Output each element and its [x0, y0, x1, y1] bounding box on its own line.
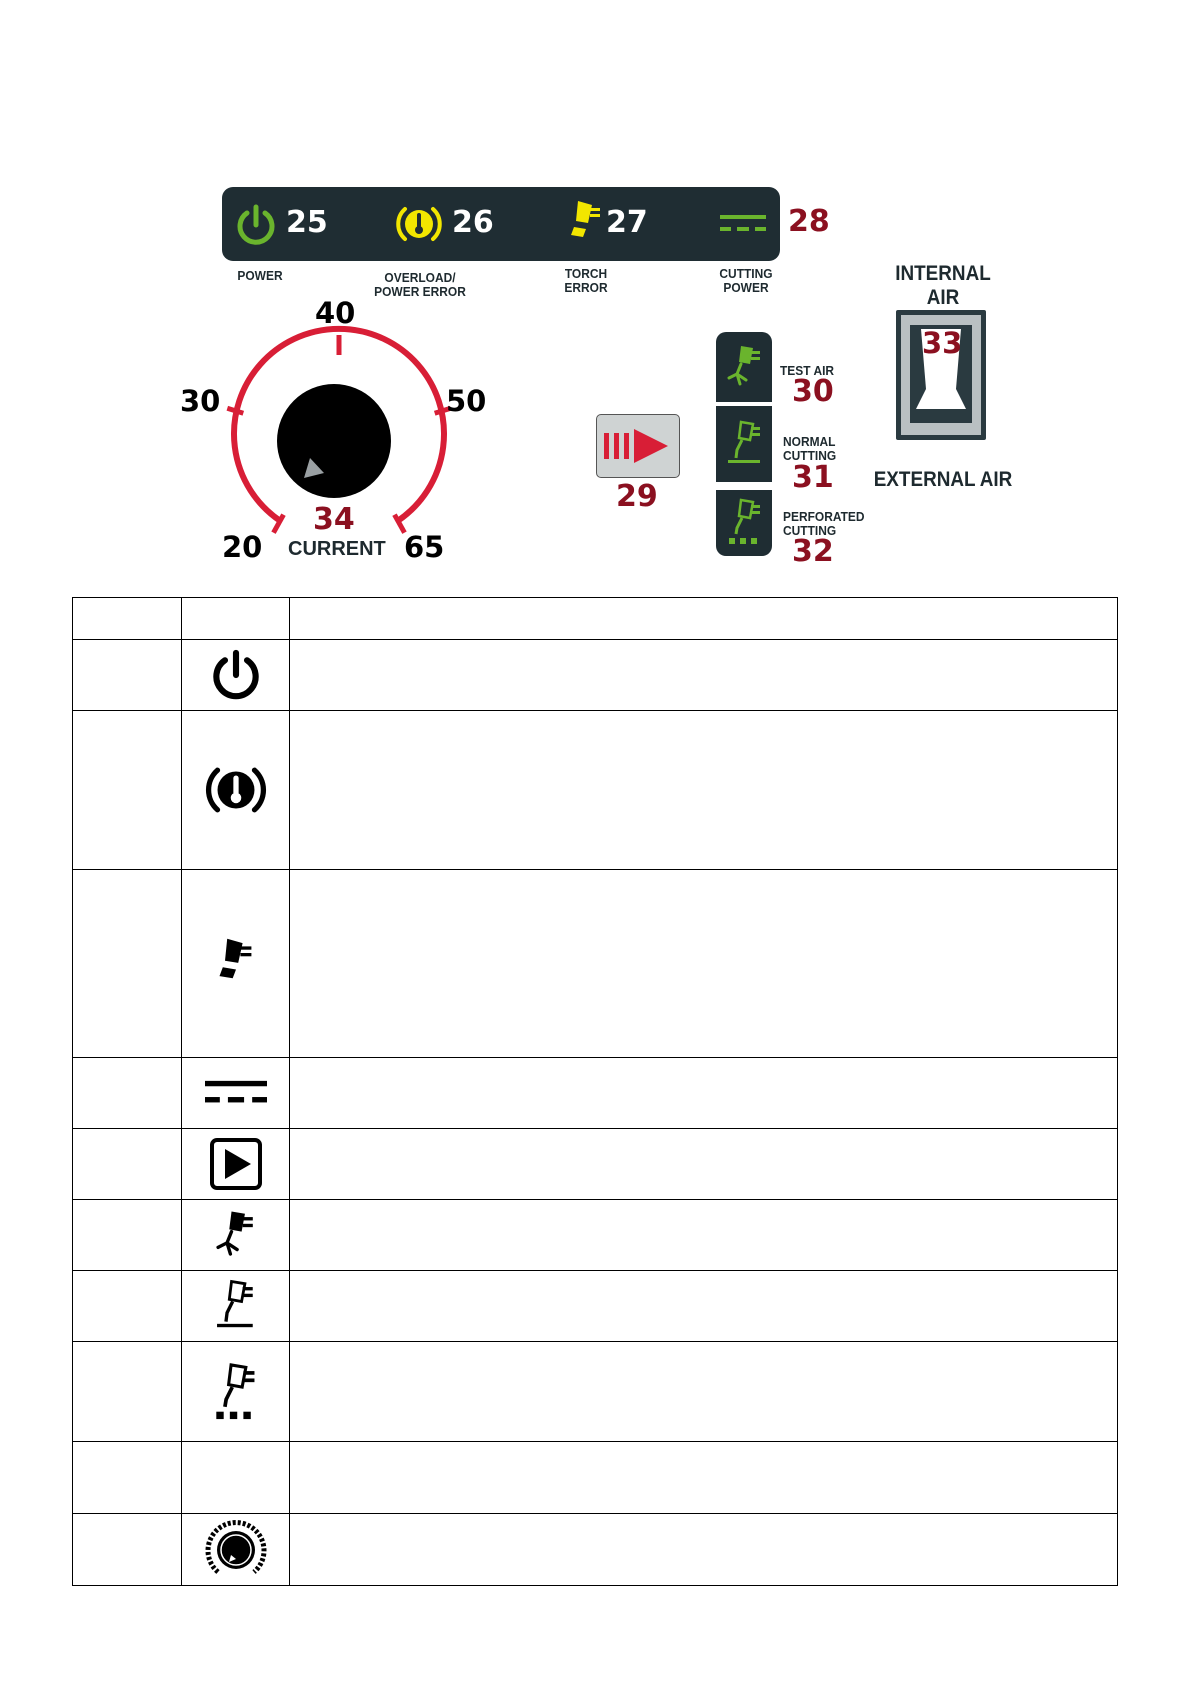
label-overload — [365, 271, 475, 299]
table-row — [73, 1342, 1118, 1442]
normal-cutting-icon — [726, 418, 764, 470]
table-cell-icon — [182, 711, 290, 870]
mode-button-perforated-cutting[interactable] — [716, 490, 772, 556]
torch-error-icon — [214, 936, 258, 992]
table-row — [73, 1200, 1118, 1271]
play-button-icon — [209, 1137, 263, 1191]
table-cell-id — [73, 1342, 182, 1442]
dial-number: 34 — [313, 502, 355, 537]
table-cell-icon — [182, 870, 290, 1058]
indicator-number-overload: 26 — [452, 205, 494, 240]
perforated-cutting-icon — [726, 496, 764, 548]
label-cutting-power — [709, 267, 783, 295]
table-cell-text — [290, 711, 1118, 870]
current-knob-icon — [204, 1518, 268, 1582]
status-panel — [222, 187, 780, 261]
table-cell-text — [290, 1129, 1118, 1200]
dc-power-icon — [205, 1078, 267, 1108]
air-switch-label-internal: INTERNAL AIR — [895, 262, 991, 309]
dc-power-icon — [720, 213, 766, 235]
label-overload-line1: OVERLOAD/ — [384, 270, 456, 285]
table-cell-text — [290, 1058, 1118, 1129]
mode-label-normal-line1: NORMAL — [783, 434, 836, 449]
table-header-cell — [73, 598, 182, 640]
table-cell-icon — [182, 1271, 290, 1342]
thermal-overload-icon — [394, 201, 444, 247]
trigger-number: 29 — [616, 479, 658, 514]
label-torch-error — [551, 267, 621, 295]
table-cell-icon — [182, 1129, 290, 1200]
air-switch-number: 33 — [922, 326, 963, 360]
table-cell-text — [290, 870, 1118, 1058]
mode-label-perforated-line2: CUTTING — [783, 523, 837, 538]
dial-label-current: CURRENT — [288, 538, 386, 560]
dial-label-30: 30 — [180, 384, 221, 418]
torch-error-icon — [566, 199, 606, 249]
label-overload-line2: POWER ERROR — [374, 284, 466, 299]
dial-label-20: 20 — [222, 530, 263, 564]
label-cutting-line1: CUTTING — [719, 266, 773, 281]
table-header-cell — [290, 598, 1118, 640]
table-cell-icon — [182, 1514, 290, 1586]
dial-tick-30 — [227, 408, 243, 413]
table-cell-text — [290, 640, 1118, 711]
label-torch-line1: TORCH — [564, 266, 608, 281]
table-cell-icon — [182, 1058, 290, 1129]
table-cell-icon — [182, 1442, 290, 1514]
table-cell-text — [290, 1342, 1118, 1442]
dial-label-50: 50 — [446, 384, 487, 418]
table-cell-id — [73, 1514, 182, 1586]
test-air-icon — [214, 1207, 258, 1263]
table-row — [73, 1442, 1118, 1514]
indicator-number-cutting-power: 28 — [788, 204, 830, 239]
table-cell-id — [73, 1271, 182, 1342]
table-cell-id — [73, 1200, 182, 1271]
dial-label-40: 40 — [315, 296, 356, 330]
mode-number-test-air: 30 — [792, 374, 834, 409]
table-header-cell — [182, 598, 290, 640]
table-cell-id — [73, 870, 182, 1058]
trigger-button[interactable] — [596, 414, 680, 478]
table-cell-text — [290, 1200, 1118, 1271]
table-cell-text — [290, 1514, 1118, 1586]
mode-button-test-air[interactable] — [716, 332, 772, 402]
mode-number-normal-cutting: 31 — [792, 460, 834, 495]
table-row — [73, 1058, 1118, 1129]
table-row — [73, 1271, 1118, 1342]
label-torch-line2: ERROR — [564, 280, 608, 295]
table-cell-id — [73, 1129, 182, 1200]
thermal-overload-icon — [203, 759, 269, 821]
table-cell-id — [73, 1442, 182, 1514]
mode-button-normal-cutting[interactable] — [716, 406, 772, 482]
table-cell-text — [290, 1271, 1118, 1342]
table-row — [73, 1129, 1118, 1200]
indicator-number-power: 25 — [286, 205, 328, 240]
legend-table — [72, 597, 1118, 1586]
table-row — [73, 640, 1118, 711]
mode-label-test-air: TEST AIR — [780, 363, 835, 378]
power-icon — [209, 648, 263, 702]
power-icon — [234, 203, 278, 247]
trigger-play-icon — [604, 427, 672, 465]
table-row — [73, 870, 1118, 1058]
table-cell-icon — [182, 1342, 290, 1442]
air-switch-label-external: EXTERNAL AIR — [873, 468, 1013, 491]
perforated-cutting-icon — [212, 1360, 260, 1424]
label-cutting-line2: POWER — [723, 280, 769, 295]
label-power: POWER — [237, 268, 283, 283]
table-row — [73, 1514, 1118, 1586]
mode-number-perforated-cutting: 32 — [792, 534, 834, 569]
table-cell-id — [73, 1058, 182, 1129]
mode-label-perforated-line1: PERFORATED — [783, 509, 865, 524]
table-header-row — [73, 598, 1118, 640]
test-air-icon — [726, 342, 764, 392]
table-cell-text — [290, 1442, 1118, 1514]
table-cell-icon — [182, 640, 290, 711]
dial-label-65: 65 — [404, 530, 445, 564]
table-row — [73, 711, 1118, 870]
indicator-number-torch: 27 — [606, 205, 648, 240]
table-cell-icon — [182, 1200, 290, 1271]
table-cell-id — [73, 711, 182, 870]
normal-cutting-icon — [214, 1277, 258, 1335]
current-knob[interactable] — [277, 384, 391, 498]
mode-label-normal-line2: CUTTING — [783, 448, 837, 463]
air-switch[interactable] — [896, 310, 986, 440]
table-cell-id — [73, 640, 182, 711]
mode-label-normal-cutting — [783, 435, 836, 463]
